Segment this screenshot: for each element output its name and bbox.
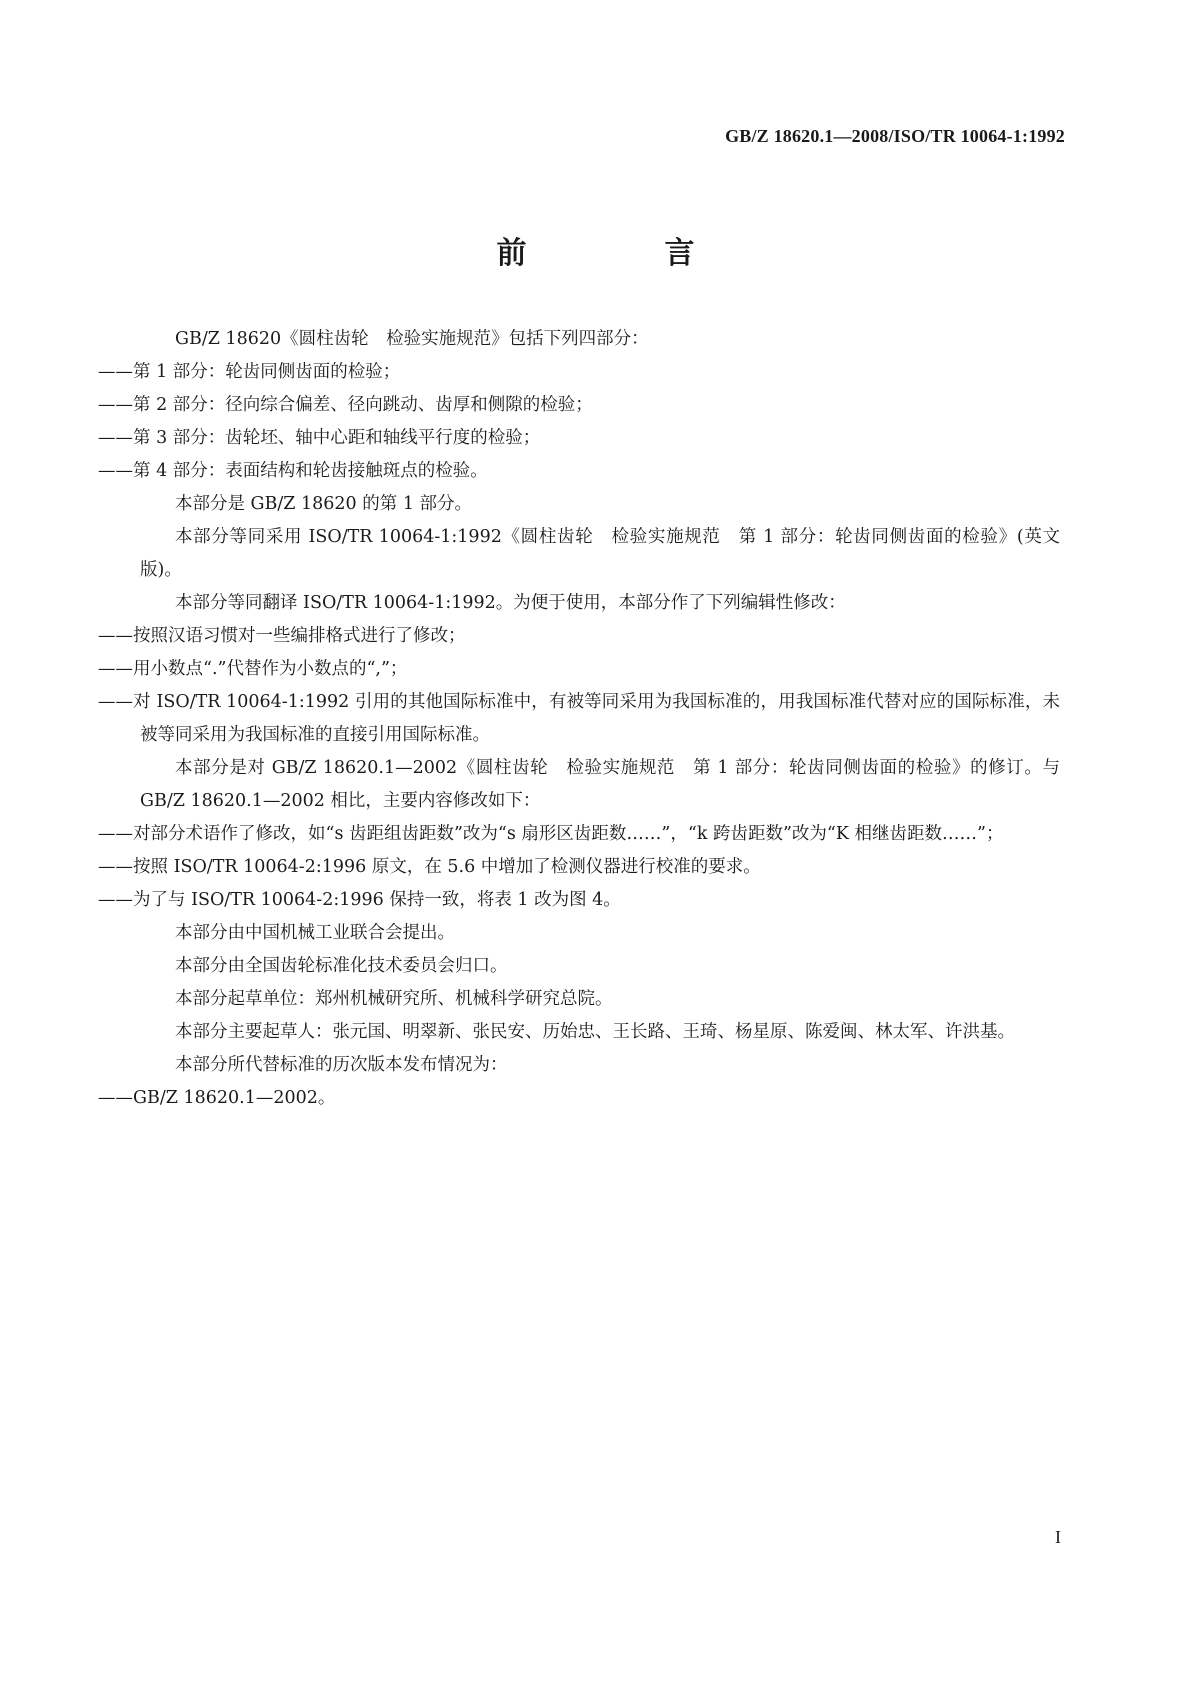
list-item: ——为了与 ISO/TR 10064-2:1996 保持一致，将表 1 改为图 4。 (98, 890, 621, 910)
paragraph: 本部分主要起草人：张元国、明翠新、张民安、历始忠、王长路、王琦、杨星原、陈爱闽、林太军、许洪基。 (175, 1022, 1015, 1042)
paragraph: 本部分等同翻译 ISO/TR 10064-1:1992。为便于使用，本部分作了下列编辑性修改： (175, 593, 846, 613)
list-item: ——对部分术语作了修改，如“s 齿距组齿距数”改为“s 扇形区齿距数……”，“k 跨齿距数”改为“K 相继齿距数……”； (98, 824, 1004, 844)
paragraph: 本部分是对 GB/Z 18620.1—2002《圆柱齿轮 检验实施规范 第 1 部分：轮齿同侧齿面的检验》的修订。与 GB/Z 18620.1—2002 相比，主要内容修改如下： (140, 758, 1060, 811)
paragraph: 本部分起草单位：郑州机械研究所、机械科学研究总院。 (175, 989, 613, 1009)
paragraph: 本部分由中国机械工业联合会提出。 (175, 923, 455, 943)
paragraph: GB/Z 18620《圆柱齿轮 检验实施规范》包括下列四部分： (175, 329, 649, 349)
paragraph: 本部分所代替标准的历次版本发布情况为： (175, 1055, 508, 1075)
page-title: 前 言 (496, 236, 749, 271)
paragraph: 本部分等同采用 ISO/TR 10064-1:1992《圆柱齿轮 检验实施规范 第 1 部分：轮齿同侧齿面的检验》(英文版)。 (140, 527, 1060, 580)
list-item: ——对 ISO/TR 10064-1:1992 引用的其他国际标准中，有被等同采用为我国标准的，用我国标准代替对应的国际标准，未被等同采用为我国标准的直接引用国际标准。 (98, 692, 1060, 745)
list-item: ——按照 ISO/TR 10064-2:1996 原文，在 5.6 中增加了检测仪器进行校准的要求。 (98, 857, 761, 877)
list-item: ——按照汉语习惯对一些编排格式进行了修改； (98, 626, 466, 646)
list-item: ——第 1 部分：轮齿同侧齿面的检验； (98, 362, 401, 382)
paragraph: 本部分由全国齿轮标准化技术委员会归口。 (175, 956, 508, 976)
standard-code-header: GB/Z 18620.1—2008/ISO/TR 10064-1:1992 (725, 126, 1065, 146)
list-item: ——用小数点“.”代替作为小数点的“,”； (98, 659, 408, 679)
list-item: ——GB/Z 18620.1—2002。 (98, 1088, 336, 1108)
list-item: ——第 3 部分：齿轮坯、轴中心距和轴线平行度的检验； (98, 428, 541, 448)
paragraph: 本部分是 GB/Z 18620 的第 1 部分。 (175, 494, 473, 514)
page-number: I (1055, 1527, 1061, 1547)
list-item: ——第 2 部分：径向综合偏差、径向跳动、齿厚和侧隙的检验； (98, 395, 593, 415)
foreword-body (98, 323, 1060, 1115)
list-item: ——第 4 部分：表面结构和轮齿接触斑点的检验。 (98, 461, 488, 481)
